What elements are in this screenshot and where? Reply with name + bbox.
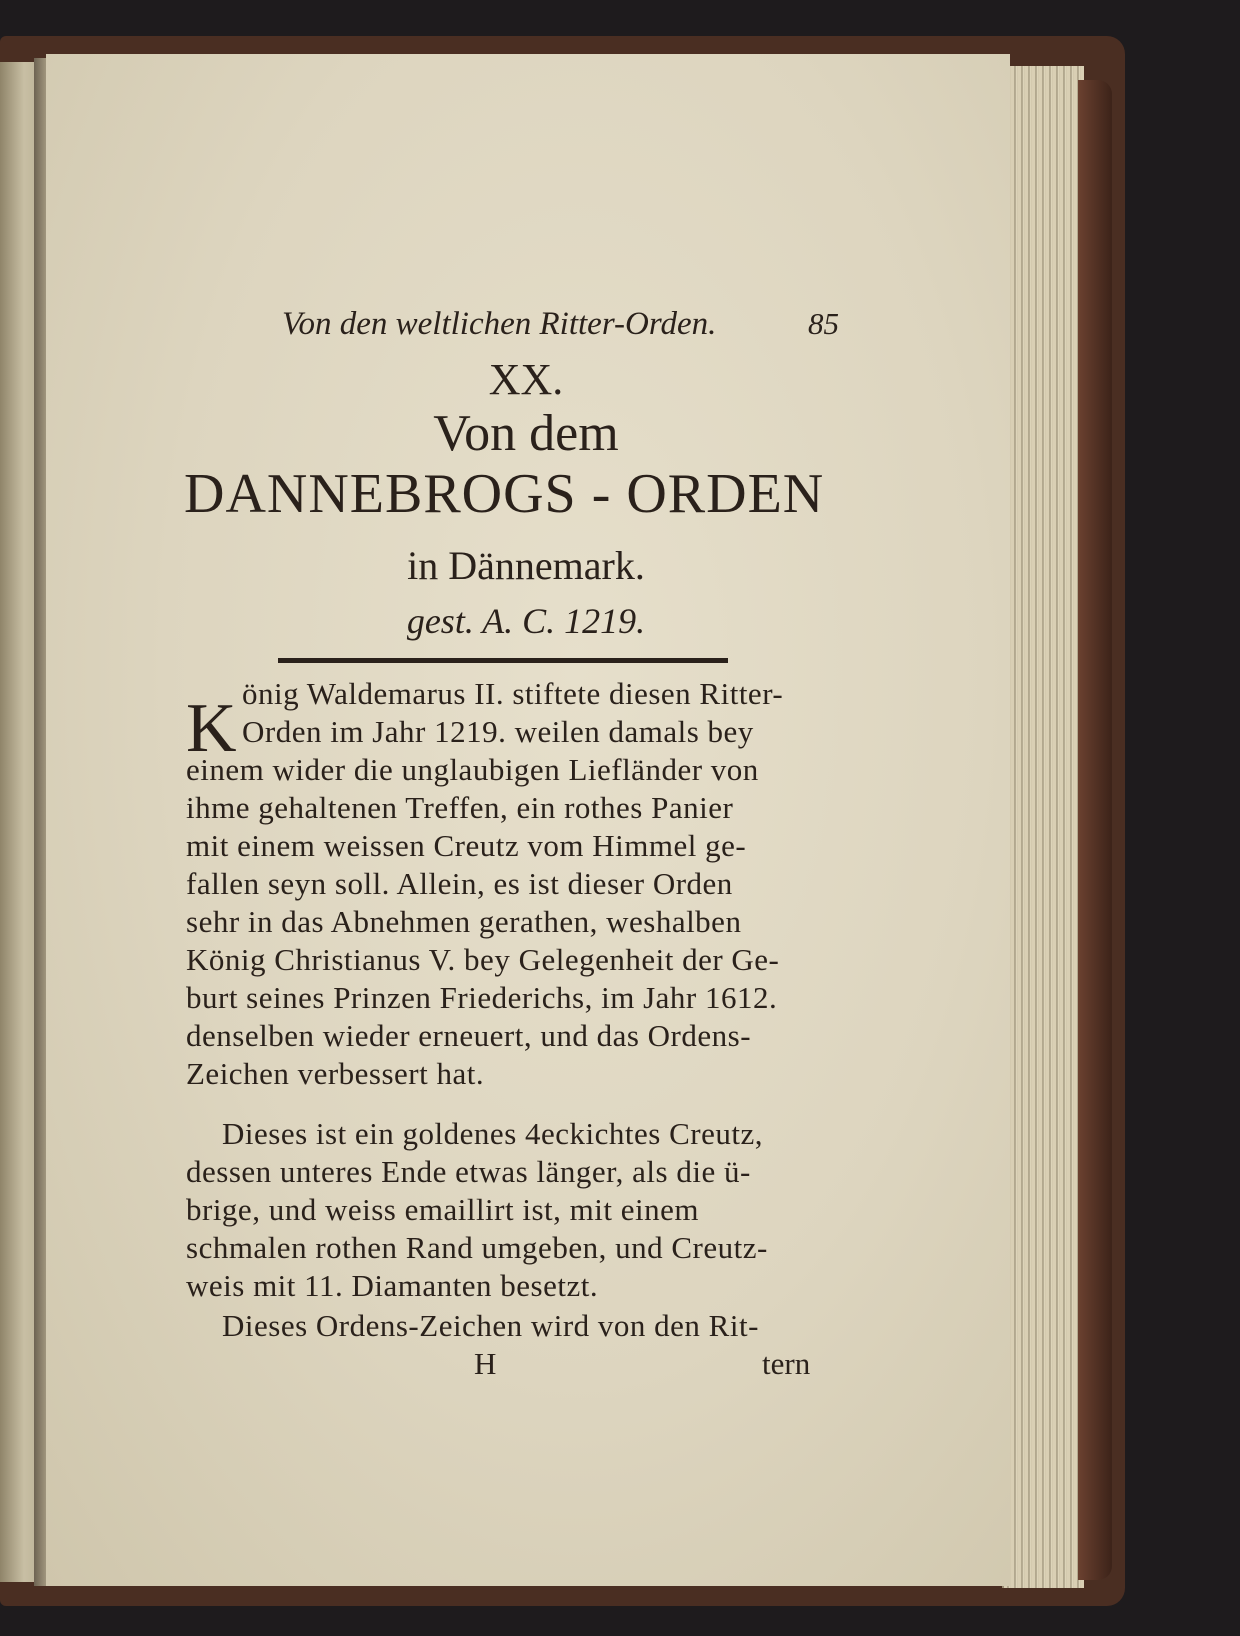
body-line: ihme gehaltenen Treffen, ein rothes Panier	[186, 790, 734, 825]
signature-mark: H	[474, 1346, 497, 1381]
running-head: Von den weltlichen Ritter-Orden.	[282, 306, 717, 342]
page-number: 85	[808, 306, 839, 341]
body-line: önig Waldemarus II. stiftete diesen Ritter-	[242, 676, 784, 711]
body-line: Orden im Jahr 1219. weilen damals bey	[242, 714, 754, 749]
page-block-edges	[1002, 66, 1084, 1588]
catchword: tern	[762, 1346, 811, 1381]
chapter-title-line-3: in Dännemark.	[407, 543, 645, 588]
body-line: schmalen rothen Rand umgeben, und Creutz-	[186, 1230, 768, 1265]
section-rule	[278, 658, 728, 663]
body-line: Zeichen verbessert hat.	[186, 1056, 485, 1091]
cover-spine-edge	[1078, 80, 1112, 1580]
body-line: mit einem weissen Creutz vom Himmel ge-	[186, 828, 747, 863]
body-line: denselben wieder erneuert, und das Ordens-	[186, 1018, 752, 1053]
body-line: weis mit 11. Diamanten besetzt.	[186, 1268, 599, 1303]
body-line: sehr in das Abnehmen gerathen, weshalben	[186, 904, 742, 939]
chapter-title-line-2: DANNEBROGS - ORDEN	[184, 463, 825, 525]
body-line: Dieses ist ein goldenes 4eckichtes Creutz,	[222, 1116, 763, 1151]
body-line: einem wider die unglaubigen Liefländer von	[186, 752, 759, 787]
body-line: König Christianus V. bey Gelegenheit der Ge-	[186, 942, 780, 977]
body-line: Dieses Ordens-Zeichen wird von den Rit-	[222, 1308, 759, 1343]
body-line: burt seines Prinzen Friederichs, im Jahr 1612.	[186, 980, 778, 1015]
body-line: fallen seyn soll. Allein, es ist dieser Orden	[186, 866, 733, 901]
book-page	[46, 54, 1010, 1586]
drop-cap: K	[186, 690, 237, 767]
founding-date: gest. A. C. 1219.	[406, 601, 646, 641]
body-line: brige, und weiss emaillirt ist, mit einem	[186, 1192, 699, 1227]
chapter-title-line-1: Von dem	[433, 405, 619, 462]
body-line: dessen unteres Ende etwas länger, als die ü-	[186, 1154, 751, 1189]
chapter-number: XX.	[488, 355, 564, 404]
